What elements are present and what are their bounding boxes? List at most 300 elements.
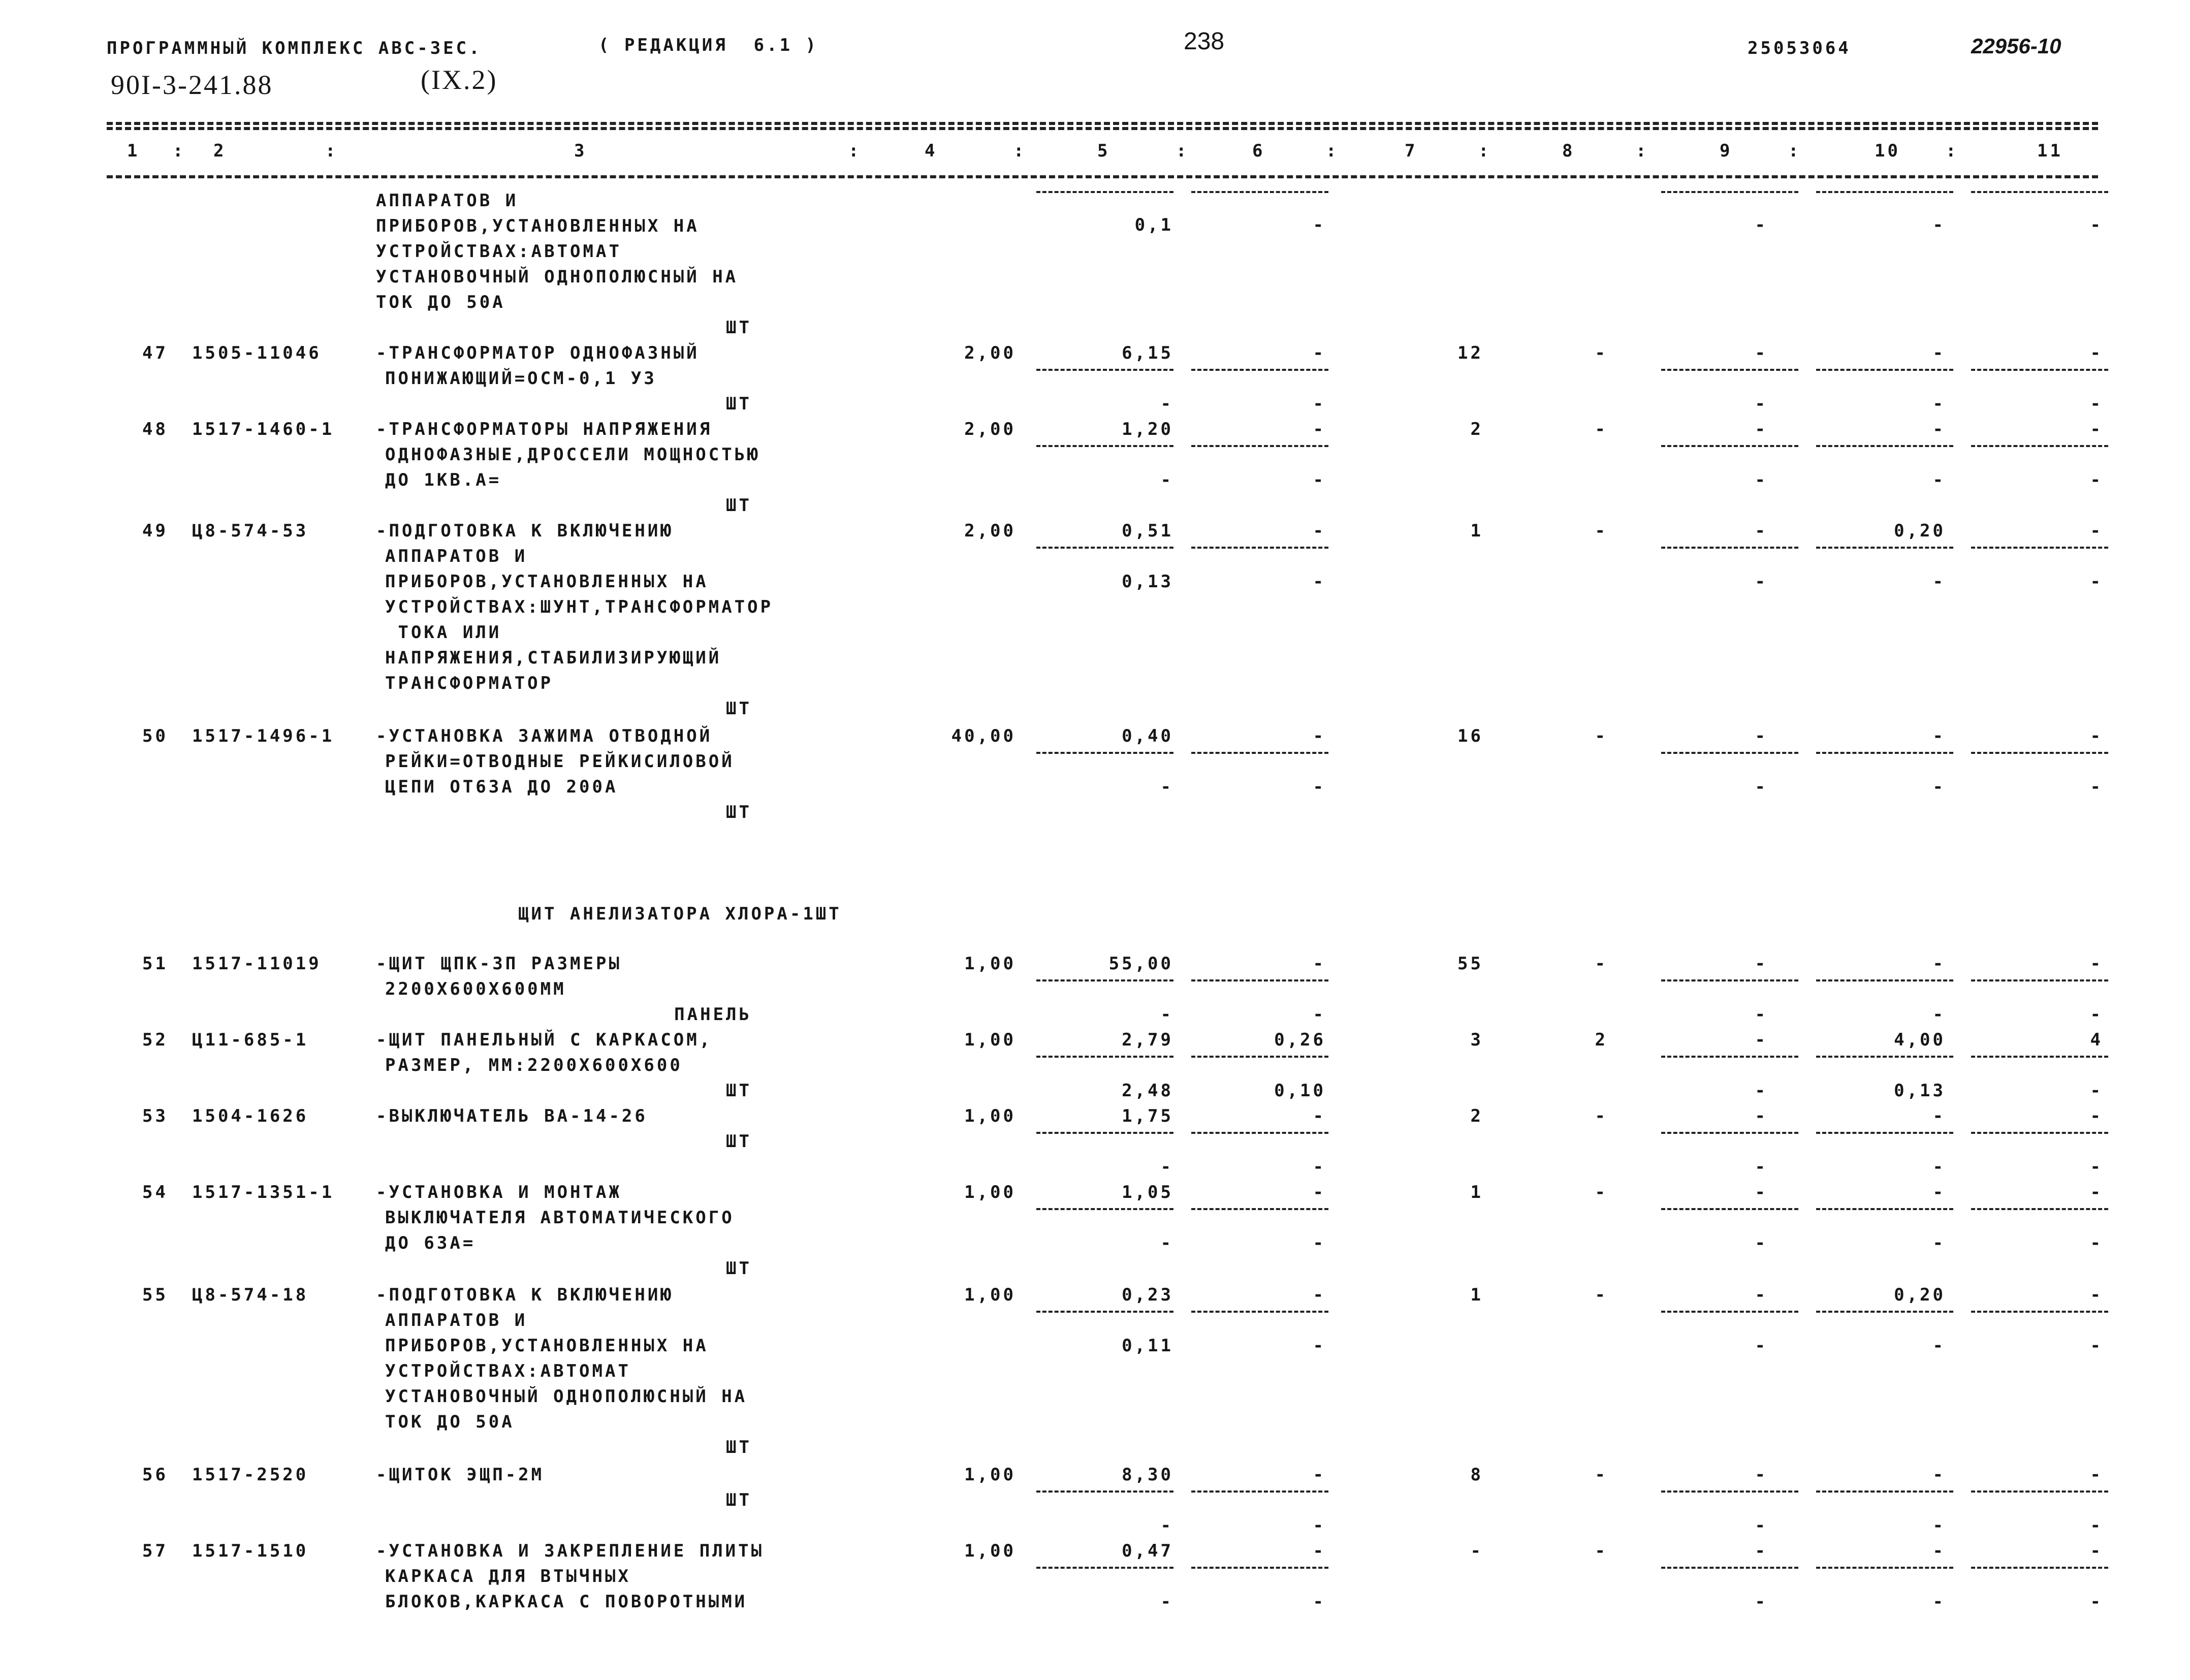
cell-col-c8: 2 <box>1595 1030 1608 1050</box>
item-description-line: ПРИБОРОВ,УСТАНОВЛЕННЫХ НА <box>385 1336 709 1356</box>
item-description-line: УСТАНОВОЧНЫЙ ОДНОПОЛЮСНЫЙ НА <box>385 1386 748 1407</box>
cell-col-c5: 0,23 <box>1122 1285 1173 1305</box>
column-number: 7 <box>1405 141 1418 161</box>
cell-col-qty: 1,00 <box>964 1182 1016 1202</box>
unit-of-measure: ШТ <box>726 1437 752 1457</box>
cell-col-c10-secondary: - <box>1932 1157 1946 1177</box>
item-code: Ц8-574-53 <box>192 521 309 541</box>
header-rule-bottom <box>107 175 2098 178</box>
column-number: 10 <box>1875 141 1900 161</box>
item-code: 1517-2520 <box>192 1465 309 1485</box>
page-number: 238 <box>1184 28 1225 55</box>
item-number: 48 <box>142 419 168 439</box>
column-separator: : <box>1946 141 1959 161</box>
item-description-line: АППАРАТОВ И <box>385 546 528 566</box>
column-number: 6 <box>1252 141 1265 161</box>
column-number: 4 <box>925 141 938 161</box>
cell-col-c6: 0,26 <box>1274 1030 1326 1050</box>
doc-code: 25053064 <box>1748 38 1851 58</box>
item-description-line: РЕЙКИ=ОТВОДНЫЕ РЕЙКИСИЛОВОЙ <box>385 751 735 772</box>
cell-col-c7: 8 <box>1470 1465 1483 1485</box>
cell-col-c8: - <box>1595 521 1608 541</box>
subtotal-divider <box>1191 445 1328 447</box>
subtotal-divider <box>1971 1208 2108 1210</box>
item-description-line: -УСТАНОВКА ЗАЖИМА ОТВОДНОЙ <box>376 726 713 746</box>
item-number: 52 <box>142 1030 168 1050</box>
item-description-line: ДО 1КВ.А= <box>385 470 502 490</box>
item-description-line: -ЩИТ ЩПК-3П РАЗМЕРЫ <box>376 954 622 974</box>
item-number: 49 <box>142 521 168 541</box>
cell-col-qty: 2,00 <box>964 419 1016 439</box>
subtotal-divider <box>1191 979 1328 981</box>
item-description-line: ТОК ДО 50А <box>376 292 505 312</box>
section-label: (IX.2) <box>421 65 498 95</box>
edition-label: ( РЕДАКЦИЯ 6.1 ) <box>598 35 818 55</box>
subtotal-divider <box>1661 369 1798 371</box>
column-number: 5 <box>1097 141 1110 161</box>
cell-col-c9-secondary: - <box>1755 777 1768 797</box>
unit-of-measure: ШТ <box>726 1131 752 1152</box>
column-separator: : <box>1326 141 1339 161</box>
column-separator: : <box>1636 141 1649 161</box>
cell-col-c11: 4 <box>2090 1030 2103 1050</box>
cell-col-c6: - <box>1313 726 1326 746</box>
subtotal-divider <box>1816 1491 1953 1493</box>
cell-col-c9-secondary: - <box>1755 1157 1768 1177</box>
cell-col-c10: 0,20 <box>1894 1285 1946 1305</box>
cell-col-c7: 16 <box>1457 726 1483 746</box>
cell-col-c5-secondary: - <box>1160 1157 1173 1177</box>
cell-col-c6-secondary: - <box>1313 394 1326 414</box>
subtotal-divider <box>1661 1491 1798 1493</box>
item-description-line: -ЩИТ ПАНЕЛЬНЫЙ С КАРКАСОМ, <box>376 1030 713 1050</box>
subtotal-divider <box>1661 1132 1798 1134</box>
item-number: 51 <box>142 954 168 974</box>
cell-col-qty: 1,00 <box>964 1285 1016 1305</box>
column-separator: : <box>1176 141 1189 161</box>
cell-col-c10-secondary: - <box>1932 777 1946 797</box>
cell-col-c11: - <box>2090 954 2103 974</box>
subtotal-divider <box>1816 1056 1953 1058</box>
item-code: 1517-1351-1 <box>192 1182 335 1202</box>
item-description-line: ПРИБОРОВ,УСТАНОВЛЕННЫХ НА <box>385 572 709 592</box>
subtotal-divider <box>1191 547 1328 549</box>
subtotal-divider <box>1661 979 1798 981</box>
cell-col-c6: - <box>1313 1465 1326 1485</box>
cell-col-c10-secondary: - <box>1932 1515 1946 1536</box>
unit-of-measure: ПАНЕЛЬ <box>674 1004 752 1025</box>
cell-col-c6-secondary: - <box>1313 1157 1326 1177</box>
column-separator: : <box>848 141 862 161</box>
item-description-line: -ТРАНСФОРМАТОРЫ НАПРЯЖЕНИЯ <box>376 419 713 439</box>
unit-of-measure: ШТ <box>726 1490 752 1510</box>
cell-col-c9-secondary: - <box>1755 1515 1768 1536</box>
item-description-line: ВЫКЛЮЧАТЕЛЯ АВТОМАТИЧЕСКОГО <box>385 1208 735 1228</box>
subtotal-divider <box>1971 1491 2108 1493</box>
cell-col-c9: - <box>1755 726 1768 746</box>
cell-col-c8: - <box>1595 726 1608 746</box>
item-number: 55 <box>142 1285 168 1305</box>
subtotal-divider <box>1971 1132 2108 1134</box>
item-description-line: -ПОДГОТОВКА К ВКЛЮЧЕНИЮ <box>376 521 674 541</box>
subtotal-divider <box>1816 979 1953 981</box>
cell-col-c9: - <box>1755 343 1768 363</box>
subtotal-divider <box>1036 547 1173 549</box>
subtotal-divider <box>1661 1567 1798 1569</box>
project-number: 90I-3-241.88 <box>111 70 273 100</box>
cell-col-c11-secondary: - <box>2090 1336 2103 1356</box>
subtotal-divider <box>1661 547 1798 549</box>
subtotal-divider <box>1971 752 2108 754</box>
cell-col-c6-secondary: - <box>1313 1336 1326 1356</box>
subtotal-divider <box>1036 445 1173 447</box>
cell-col-c6: - <box>1313 1182 1326 1202</box>
cell-col-c9: - <box>1755 1182 1768 1202</box>
item-description-line: АППАРАТОВ И <box>376 191 519 211</box>
cell-col-c10-secondary: - <box>1932 1004 1946 1025</box>
column-number: 1 <box>127 141 140 161</box>
program-title: ПРОГРАММНЫЙ КОМПЛЕКС АВС-3ЕС. <box>107 38 482 58</box>
cell-col-c9: - <box>1755 419 1768 439</box>
item-description-line: -ТРАНСФОРМАТОР ОДНОФАЗНЫЙ <box>376 343 700 363</box>
item-description-line: НАПРЯЖЕНИЯ,СТАБИЛИЗИРУЮЩИЙ <box>385 648 722 668</box>
item-description-line: ТРАНСФОРМАТОР <box>385 673 554 693</box>
cell-col-c11: - <box>2090 419 2103 439</box>
item-code: 1517-1460-1 <box>192 419 335 439</box>
cell-col-c7: 1 <box>1470 1182 1483 1202</box>
cell-col-c11-secondary: - <box>2090 1515 2103 1536</box>
cell-col-c6: - <box>1313 1285 1326 1305</box>
column-separator: : <box>1788 141 1801 161</box>
cell-col-c9-secondary: - <box>1755 1592 1768 1612</box>
cell-col-c5: 1,05 <box>1122 1182 1173 1202</box>
subtotal-divider <box>1816 1208 1953 1210</box>
cell-col-c6-secondary: - <box>1313 470 1326 490</box>
cell-col-c10-secondary: - <box>1932 394 1946 414</box>
unit-of-measure: ШТ <box>726 802 752 822</box>
subtotal-divider <box>1816 1567 1953 1569</box>
subtotal-divider <box>1036 752 1173 754</box>
cell-col-c7: 2 <box>1470 419 1483 439</box>
cell-col-c5-secondary: - <box>1160 1233 1173 1253</box>
cell-col-c11: - <box>2090 726 2103 746</box>
item-description-line: БЛОКОВ,КАРКАСА С ПОВОРОТНЫМИ <box>385 1592 748 1612</box>
subtotal-divider <box>1971 445 2108 447</box>
cell-col-c6-secondary: - <box>1313 1004 1326 1025</box>
cell-col-c7: - <box>1470 1541 1483 1561</box>
subtotal-divider <box>1661 752 1798 754</box>
subtotal-divider <box>1661 1311 1798 1313</box>
subtotal-divider <box>1816 369 1953 371</box>
column-separator: : <box>1478 141 1491 161</box>
item-description-line: ТОК ДО 50А <box>385 1412 515 1432</box>
header-rule-top-2 <box>107 127 2098 130</box>
cell-col-c9: - <box>1755 1106 1768 1126</box>
cell-col-c11-secondary: - <box>2090 215 2103 235</box>
column-number: 8 <box>1562 141 1575 161</box>
cell-col-c11-secondary: - <box>2090 1004 2103 1025</box>
cell-col-qty: 40,00 <box>951 726 1016 746</box>
cell-col-qty: 1,00 <box>964 1541 1016 1561</box>
cell-col-c11-secondary: - <box>2090 394 2103 414</box>
subtotal-divider <box>1661 1056 1798 1058</box>
item-description-line: КАРКАСА ДЛЯ ВТЫЧНЫХ <box>385 1566 631 1587</box>
cell-col-c9: - <box>1755 1285 1768 1305</box>
cell-col-c6-secondary: - <box>1313 1233 1326 1253</box>
subtotal-divider <box>1036 369 1173 371</box>
cell-col-c9-secondary: - <box>1755 394 1768 414</box>
cell-col-c11: - <box>2090 1465 2103 1485</box>
item-description-line: ТОКА ИЛИ <box>385 622 502 643</box>
item-number: 53 <box>142 1106 168 1126</box>
item-description-line: -ЩИТОК ЭЩП-2М <box>376 1465 545 1485</box>
cell-col-c9-secondary: - <box>1755 215 1768 235</box>
cell-col-c11: - <box>2090 1285 2103 1305</box>
cell-col-c10-secondary: - <box>1932 572 1946 592</box>
cell-col-c9-secondary: - <box>1755 470 1768 490</box>
cell-col-qty: 1,00 <box>964 1465 1016 1485</box>
cell-col-c11-secondary: - <box>2090 1157 2103 1177</box>
cell-col-c6-secondary: - <box>1313 572 1326 592</box>
subtotal-divider <box>1816 445 1953 447</box>
cell-col-c10-secondary: - <box>1932 215 1946 235</box>
cell-col-c9: - <box>1755 1541 1768 1561</box>
cell-col-c6-secondary: - <box>1313 1592 1326 1612</box>
cell-col-c7: 1 <box>1470 1285 1483 1305</box>
subtotal-divider <box>1816 1132 1953 1134</box>
column-separator: : <box>1013 141 1027 161</box>
item-number: 57 <box>142 1541 168 1561</box>
item-description-line: АППАРАТОВ И <box>385 1310 528 1330</box>
unit-of-measure: ШТ <box>726 394 752 414</box>
cell-col-c10-secondary: - <box>1932 1233 1946 1253</box>
subtotal-divider <box>1036 979 1173 981</box>
subtotal-divider <box>1191 1491 1328 1493</box>
item-code: 1505-11046 <box>192 343 322 363</box>
cell-col-c10: - <box>1932 1106 1946 1126</box>
subtotal-divider <box>1971 1567 2108 1569</box>
subtotal-divider <box>1661 1208 1798 1210</box>
cell-col-c6: - <box>1313 1541 1326 1561</box>
subtotal-divider <box>1036 1311 1173 1313</box>
column-number: 3 <box>574 141 587 161</box>
cell-col-c8: - <box>1595 343 1608 363</box>
cell-col-c8: - <box>1595 419 1608 439</box>
subtotal-divider <box>1191 1056 1328 1058</box>
item-code: 1517-1496-1 <box>192 726 335 746</box>
cell-col-c5-secondary: - <box>1160 1004 1173 1025</box>
cell-col-c5: 0,47 <box>1122 1541 1173 1561</box>
subtotal-divider <box>1191 752 1328 754</box>
subtotal-divider <box>1036 1491 1173 1493</box>
cell-col-c11-secondary: - <box>2090 1233 2103 1253</box>
cell-col-c11: - <box>2090 1106 2103 1126</box>
cell-col-c6: - <box>1313 343 1326 363</box>
subtotal-divider <box>1191 1132 1328 1134</box>
subtotal-divider <box>1971 1056 2108 1058</box>
item-description-line: 2200Х600Х600ММ <box>385 979 566 999</box>
cell-col-c10: - <box>1932 419 1946 439</box>
cell-col-c10: 4,00 <box>1894 1030 1946 1050</box>
cell-col-c8: - <box>1595 954 1608 974</box>
cell-col-c9: - <box>1755 521 1768 541</box>
cell-col-c10-secondary: 0,13 <box>1894 1081 1946 1101</box>
cell-col-c9: - <box>1755 1465 1768 1485</box>
cell-col-c10: - <box>1932 954 1946 974</box>
item-description-line: -ПОДГОТОВКА К ВКЛЮЧЕНИЮ <box>376 1285 674 1305</box>
cell-col-c10-secondary: - <box>1932 1336 1946 1356</box>
cell-col-qty: 2,00 <box>964 343 1016 363</box>
cell-col-c11-secondary: - <box>2090 1592 2103 1612</box>
cell-col-c5: 1,75 <box>1122 1106 1173 1126</box>
cell-col-c8: - <box>1595 1106 1608 1126</box>
subtotal-divider <box>1816 1311 1953 1313</box>
item-code: 1517-1510 <box>192 1541 309 1561</box>
cell-col-qty: 1,00 <box>964 1030 1016 1050</box>
cell-col-c10-secondary: - <box>1932 1592 1946 1612</box>
cell-col-c6-secondary: - <box>1313 1515 1326 1536</box>
cell-col-c5: 0,40 <box>1122 726 1173 746</box>
cell-col-c6-secondary: - <box>1313 215 1326 235</box>
item-number: 56 <box>142 1465 168 1485</box>
item-description-line: РАЗМЕР, ММ:2200Х600Х600 <box>385 1055 683 1075</box>
item-description-line: ПРИБОРОВ,УСТАНОВЛЕННЫХ НА <box>376 216 700 236</box>
cell-col-c11: - <box>2090 343 2103 363</box>
item-description-line: ЦЕПИ ОТ63А ДО 200А <box>385 777 618 797</box>
cell-col-c10: - <box>1932 343 1946 363</box>
cell-col-c8: - <box>1595 1541 1608 1561</box>
cell-col-c10: - <box>1932 1182 1946 1202</box>
cell-col-c5: 55,00 <box>1108 954 1173 974</box>
cell-col-c5: 0,51 <box>1122 521 1173 541</box>
cell-col-c10: - <box>1932 1541 1946 1561</box>
item-description-line: УСТРОЙСТВАХ:АВТОМАТ <box>385 1361 631 1381</box>
cell-col-c9: - <box>1755 1030 1768 1050</box>
cell-col-c7: 3 <box>1470 1030 1483 1050</box>
subtotal-divider <box>1971 191 2108 193</box>
cell-col-c6-secondary: 0,10 <box>1274 1081 1326 1101</box>
cell-col-c6: - <box>1313 521 1326 541</box>
cell-col-c5: 2,79 <box>1122 1030 1173 1050</box>
subtotal-divider <box>1971 979 2108 981</box>
item-code: Ц11-685-1 <box>192 1030 309 1050</box>
cell-col-c10: - <box>1932 1465 1946 1485</box>
unit-of-measure: ШТ <box>726 318 752 338</box>
subtotal-divider <box>1661 191 1798 193</box>
cell-col-c8: - <box>1595 1465 1608 1485</box>
cell-col-c5-secondary: - <box>1160 470 1173 490</box>
cell-col-c8: - <box>1595 1285 1608 1305</box>
unit-of-measure: ШТ <box>726 1081 752 1101</box>
item-description-line: УСТРОЙСТВАХ:ШУНТ,ТРАНСФОРМАТОР <box>385 597 774 617</box>
cell-col-c11-secondary: - <box>2090 1081 2103 1101</box>
cell-col-c6: - <box>1313 1106 1326 1126</box>
cell-col-c6: - <box>1313 954 1326 974</box>
unit-of-measure: ШТ <box>726 699 752 719</box>
cell-col-c7: 2 <box>1470 1106 1483 1126</box>
cell-col-qty: 2,00 <box>964 521 1016 541</box>
cell-col-c7: 55 <box>1457 954 1483 974</box>
item-number: 50 <box>142 726 168 746</box>
subtotal-divider <box>1971 1311 2108 1313</box>
item-number: 47 <box>142 343 168 363</box>
item-description-line: -ВЫКЛЮЧАТЕЛЬ ВА-14-26 <box>376 1106 648 1126</box>
cell-col-c9-secondary: - <box>1755 572 1768 592</box>
cell-col-c7: 12 <box>1457 343 1483 363</box>
subtotal-divider <box>1036 1208 1173 1210</box>
cell-col-c10: - <box>1932 726 1946 746</box>
subtotal-divider <box>1036 191 1173 193</box>
item-code: Ц8-574-18 <box>192 1285 309 1305</box>
subtotal-divider <box>1971 547 2108 549</box>
cell-col-c6-secondary: - <box>1313 777 1326 797</box>
item-description-line: -УСТАНОВКА И МОНТАЖ <box>376 1182 622 1202</box>
cell-col-c11: - <box>2090 1541 2103 1561</box>
subtotal-divider <box>1036 1567 1173 1569</box>
item-description-line: УСТРОЙСТВАХ:АВТОМАТ <box>376 241 622 262</box>
cell-col-c11: - <box>2090 521 2103 541</box>
column-number: 2 <box>213 141 227 161</box>
cell-col-c5-secondary: - <box>1160 1592 1173 1612</box>
item-number: 54 <box>142 1182 168 1202</box>
cell-col-c11-secondary: - <box>2090 572 2103 592</box>
unit-of-measure: ШТ <box>726 1258 752 1279</box>
column-separator: : <box>173 141 186 161</box>
subtotal-divider <box>1191 1311 1328 1313</box>
item-description-line: УСТАНОВОЧНЫЙ ОДНОПОЛЮСНЫЙ НА <box>376 267 739 287</box>
cell-col-qty: 1,00 <box>964 954 1016 974</box>
subtotal-divider <box>1191 369 1328 371</box>
header-rule-top <box>107 122 2098 125</box>
item-code: 1517-11019 <box>192 954 322 974</box>
subtotal-divider <box>1191 1208 1328 1210</box>
cell-col-c5-secondary: - <box>1160 777 1173 797</box>
subtotal-divider <box>1816 547 1953 549</box>
cell-col-c6: - <box>1313 419 1326 439</box>
item-description-line: ОДНОФАЗНЫЕ,ДРОССЕЛИ МОЩНОСТЬЮ <box>385 445 760 465</box>
subtotal-divider <box>1661 445 1798 447</box>
cell-col-c5-secondary: 0,13 <box>1122 572 1173 592</box>
item-description-line: ПОНИЖАЮЩИЙ=ОСМ-0,1 УЗ <box>385 368 657 389</box>
subtotal-divider <box>1191 1567 1328 1569</box>
cell-col-c5-secondary: 0,11 <box>1122 1336 1173 1356</box>
cell-col-c5: 6,15 <box>1122 343 1173 363</box>
cell-col-c5: 1,20 <box>1122 419 1173 439</box>
subtotal-divider <box>1191 191 1328 193</box>
column-number: 11 <box>2037 141 2063 161</box>
unit-of-measure: ШТ <box>726 495 752 516</box>
cell-col-c5-secondary: - <box>1160 394 1173 414</box>
cell-col-c8: - <box>1595 1182 1608 1202</box>
cell-col-c9: - <box>1755 954 1768 974</box>
subtotal-divider <box>1816 191 1953 193</box>
column-separator: : <box>325 141 338 161</box>
cell-col-c5-secondary: - <box>1160 1515 1173 1536</box>
item-code: 1504-1626 <box>192 1106 309 1126</box>
subtotal-divider <box>1036 1132 1173 1134</box>
cell-col-c10-secondary: - <box>1932 470 1946 490</box>
cell-col-c11-secondary: - <box>2090 470 2103 490</box>
subtotal-divider <box>1971 369 2108 371</box>
cell-col-c5-secondary: 2,48 <box>1122 1081 1173 1101</box>
cell-col-c9-secondary: - <box>1755 1336 1768 1356</box>
cell-col-c7: 1 <box>1470 521 1483 541</box>
cell-col-c9-secondary: - <box>1755 1004 1768 1025</box>
cell-col-c11: - <box>2090 1182 2103 1202</box>
item-description-line: -УСТАНОВКА И ЗАКРЕПЛЕНИЕ ПЛИТЫ <box>376 1541 765 1561</box>
item-description-line: ДО 63А= <box>385 1233 476 1253</box>
cell-col-c9-secondary: - <box>1755 1081 1768 1101</box>
